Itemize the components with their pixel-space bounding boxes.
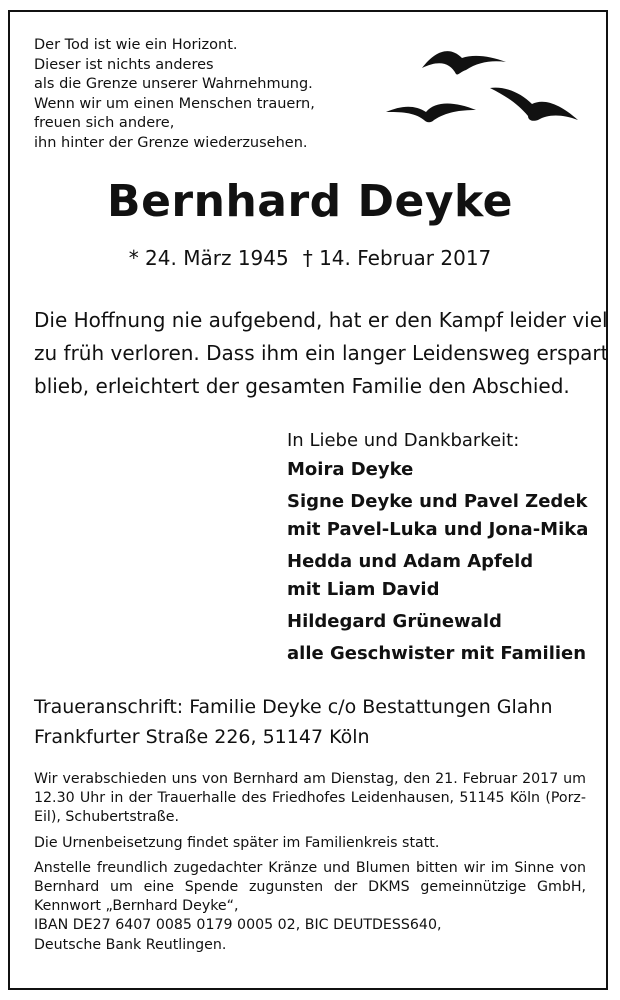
mourner: alle Geschwister mit Familien [287,643,587,664]
mourner: Hedda und Adam Apfeld [287,551,534,572]
mourner: Signe Deyke und Pavel Zedek [287,491,588,512]
farewell-paragraph: Wir verabschieden uns von Bernhard am Dienstag, den 21. Februar 2017 um 12.30 Uhr in der Trauerhalle des Friedhofes Leidenhausen, 51145 Köln (Porz-Eil), Schubertstraße. [34,771,586,826]
donation-paragraph: Anstelle freundlich zugedachter Kränze und Blumen bitten wir im Sinne von Bernhard um eine Spende zugunsten der DKMS gemeinnützige GmbH, Kennwort „Bernhard Deyke“, [34,859,586,915]
mourner: Hildegard Grünewald [287,611,502,632]
address-line: Traueranschrift: Familie Deyke c/o Bestattungen Glahn [34,696,553,718]
statement-text [34,304,609,403]
life-dates [0,246,620,270]
statement-line: Die Hoffnung nie aufgebend, hat er den Kampf leider viel [34,308,608,332]
mourner: Moira Deyke [287,459,414,480]
poem-line: als die Grenze unserer Wahrnehmung. [34,76,313,92]
mourner: mit Liam David [287,579,440,600]
deceased-name: Bernhard Deyke [107,176,513,227]
mourners-list [287,427,607,667]
bank-name: Deutsche Bank Reutlingen. [34,936,227,953]
mourner: mit Pavel-Luka und Jona-Mika [287,519,589,540]
poem-line: freuen sich andere, [34,115,175,131]
funeral-notice [34,770,586,955]
poem [34,36,374,153]
birth-date: * 24. März 1945 [128,246,289,270]
poem-line: Wenn wir um einen Menschen trauern, [34,95,315,112]
poem-line: Dieser ist nichts anderes [34,56,214,73]
bank-details: IBAN DE27 6407 0085 0179 0005 02, BIC DEUTDESS640, [34,917,442,934]
statement-line: zu früh verloren. Dass ihm ein langer Leidensweg erspart [34,341,609,365]
mourners-intro: In Liebe und Dankbarkeit: [287,430,520,451]
death-date: † 14. Februar 2017 [302,246,492,270]
poem-line: ihn hinter der Grenze wiederzusehen. [34,134,308,151]
seagulls-icon [380,40,590,140]
address-line: Frankfurter Straße 226, 51147 Köln [34,726,370,748]
statement-line: blieb, erleichtert der gesamten Familie den Abschied. [34,374,570,398]
mourning-address [34,692,594,752]
poem-line: Der Tod ist wie ein Horizont. [34,37,238,53]
burial-paragraph: Die Urnenbeisetzung findet später im Familienkreis statt. [34,834,440,851]
